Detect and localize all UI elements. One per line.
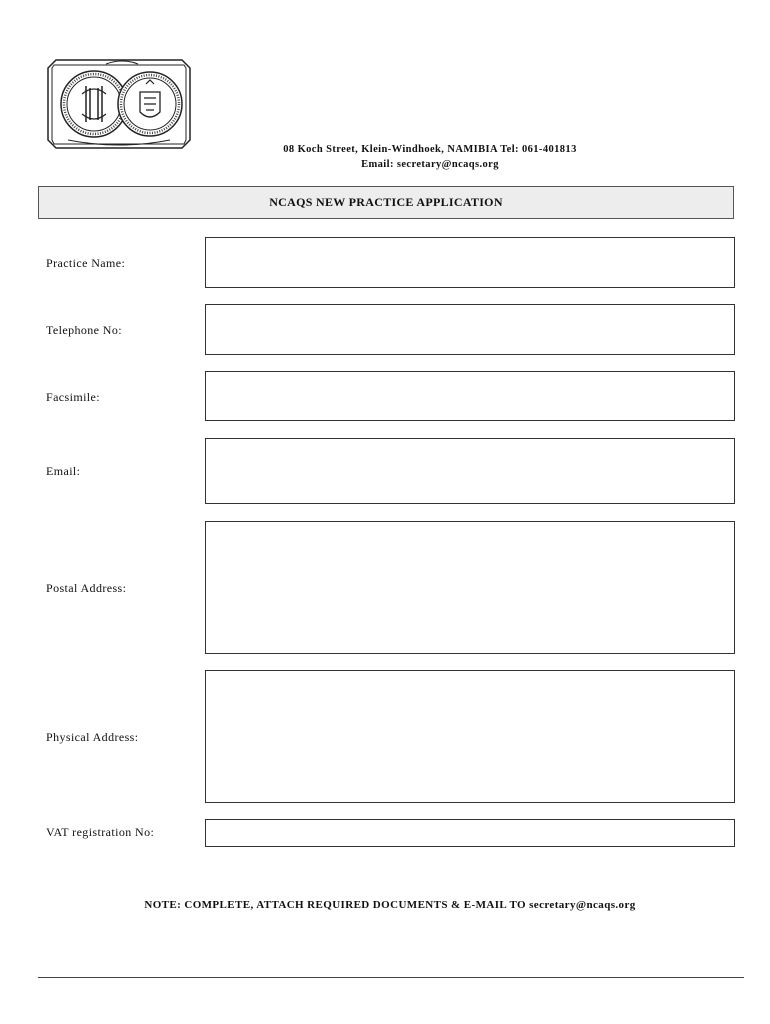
vat-registration-label: VAT registration No: <box>46 825 155 839</box>
contact-header <box>160 142 700 172</box>
physical-address-field[interactable] <box>205 670 735 803</box>
facsimile-field[interactable] <box>205 371 735 421</box>
telephone-label: Telephone No: <box>46 323 123 337</box>
form-title: NCAQS NEW PRACTICE APPLICATION <box>269 195 503 209</box>
form-title-bar <box>38 186 734 219</box>
practice-name-label: Practice Name: <box>46 256 126 270</box>
institute-logo <box>46 56 192 152</box>
email-line: Email: secretary@ncaqs.org <box>361 159 499 170</box>
postal-address-label: Postal Address: <box>46 581 127 595</box>
practice-name-field[interactable] <box>205 237 735 288</box>
facsimile-label: Facsimile: <box>46 390 100 404</box>
telephone-field[interactable] <box>205 304 735 355</box>
email-field[interactable] <box>205 438 735 504</box>
vat-registration-field[interactable] <box>205 819 735 847</box>
submission-note: NOTE: COMPLETE, ATTACH REQUIRED DOCUMENTS & E-MAIL TO secretary@ncaqs.org <box>144 899 636 911</box>
postal-address-field[interactable] <box>205 521 735 654</box>
email-label: Email: <box>46 464 81 478</box>
physical-address-label: Physical Address: <box>46 730 139 744</box>
footer-divider <box>38 977 744 978</box>
address-line: 08 Koch Street, Klein-Windhoek, NAMIBIA Tel: 061-401813 <box>283 144 577 155</box>
